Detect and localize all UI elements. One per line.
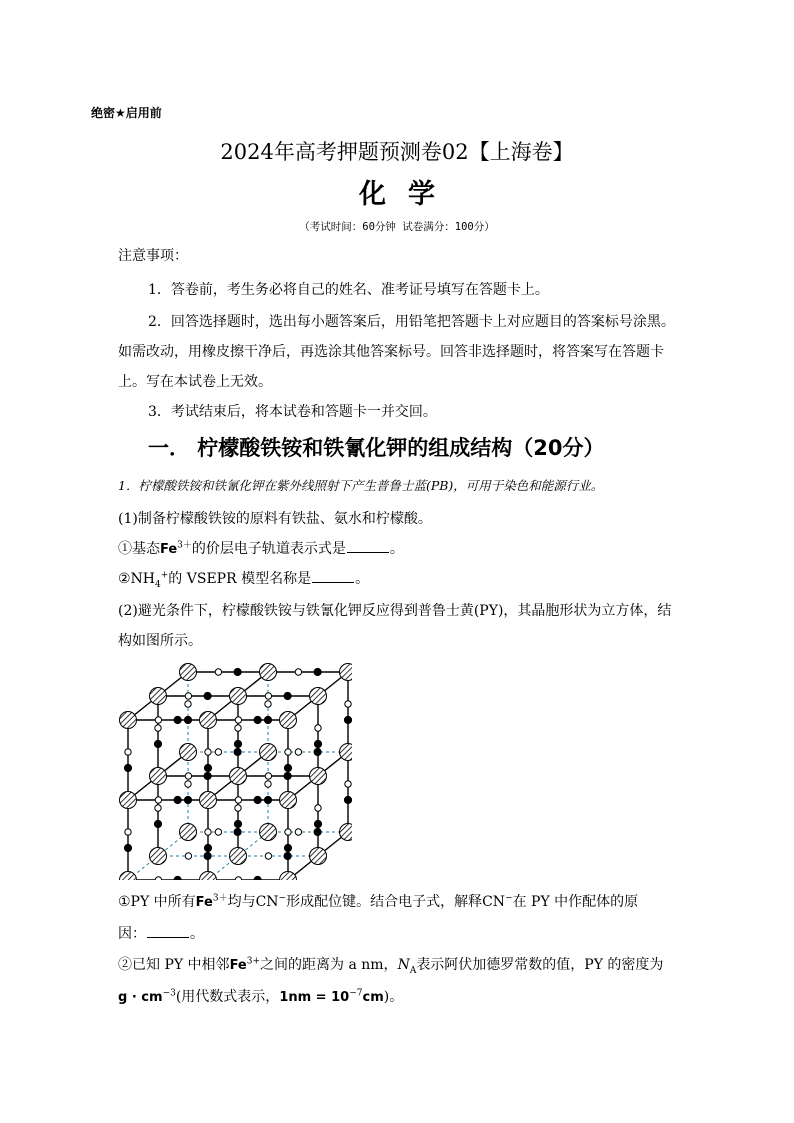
carbon-atom	[284, 692, 291, 699]
iron-atom	[150, 688, 167, 705]
notice-item-1: 1．答卷前，考生务必将自己的姓名、准考证号填写在答题卡上。	[148, 282, 549, 298]
cn-charge-2: −	[505, 893, 513, 904]
nitrogen-atom	[155, 725, 161, 731]
conversion-unit: cm	[362, 990, 384, 1005]
nitrogen-atom	[265, 781, 271, 787]
carbon-atom	[344, 796, 351, 803]
q13-end: 。	[190, 926, 204, 942]
question-1-3-line-2	[118, 920, 204, 949]
avogadro-symbol: N	[397, 957, 410, 973]
conversion-exp: −7	[349, 988, 363, 999]
q14-prefix: ②已知 PY 中相邻	[118, 957, 230, 973]
nitrogen-atom	[205, 829, 211, 835]
carbon-atom	[204, 692, 211, 699]
answer-blank[interactable]	[312, 568, 354, 583]
q14-b-text: (用代数式表示，	[175, 989, 280, 1005]
nitrogen-atom	[185, 701, 191, 707]
nitrogen-atom	[125, 749, 131, 755]
carbon-atom	[284, 844, 291, 851]
q11-suffix: 的价层电子轨道表示式是	[191, 541, 346, 557]
q13-prefix: ①PY 中所有	[118, 894, 196, 910]
nitrogen-atom	[265, 693, 271, 699]
q13-suffix: 在 PY 中作配体的原	[512, 894, 639, 910]
nitrogen-atom	[125, 829, 131, 835]
nitrogen-atom	[235, 717, 241, 723]
q13-b: 因：	[118, 926, 146, 942]
iron-atom	[180, 664, 197, 681]
density-exp: −3	[162, 988, 176, 999]
iron-atom	[180, 824, 197, 841]
carbon-atom	[284, 764, 291, 771]
carbon-atom	[254, 876, 261, 880]
carbon-atom	[284, 772, 291, 779]
question-1-3-line-1	[118, 888, 678, 917]
q13-mid: 均与CN	[227, 894, 279, 910]
question-part-2-line-1: (2)避光条件下，柠檬酸铁铵与铁氰化钾反应得到普鲁士黄(PY)，其晶胞形状为立方体，结	[118, 603, 672, 619]
nitrogen-atom	[285, 829, 291, 835]
nitrogen-atom	[185, 773, 191, 779]
carbon-atom	[264, 716, 271, 723]
carbon-atom	[204, 852, 211, 859]
carbon-atom	[174, 716, 181, 723]
cn-charge: −	[278, 893, 287, 904]
nitrogen-atom	[235, 877, 241, 880]
question-part-2-line-2: 构如图所示。	[118, 633, 202, 649]
carbon-atom	[314, 828, 321, 835]
nitrogen-atom	[265, 773, 271, 779]
iron-atom	[120, 712, 137, 729]
q14-mid: 之间的距离为 a nm，	[260, 957, 398, 973]
iron-atom	[340, 824, 353, 841]
carbon-atom	[344, 716, 351, 723]
iron-atom	[230, 848, 247, 865]
iron-atom	[150, 768, 167, 785]
carbon-atom	[234, 828, 241, 835]
notice-item-2-line-1: 2．回答选择题时，选出每小题答案后，用铅笔把答题卡上对应题目的答案标号涂黑。	[148, 314, 675, 330]
carbon-atom	[254, 796, 261, 803]
exam-meta: （考试时间：60分钟 试卷满分：100分）	[299, 221, 495, 233]
answer-blank[interactable]	[347, 538, 389, 553]
nitrogen-atom	[185, 693, 191, 699]
nitrogen-atom	[235, 797, 241, 803]
fe-charge: 3+	[246, 956, 261, 967]
question-intro: 1．柠檬酸铁铵和铁氰化钾在紫外线照射下产生普鲁士蓝(PB)，可用于染色和能源行业。	[118, 478, 604, 493]
carbon-atom	[174, 796, 181, 803]
nitrogen-atom	[155, 805, 161, 811]
iron-atom	[200, 872, 217, 881]
iron-atom	[280, 712, 297, 729]
carbon-atom	[314, 820, 321, 827]
nitrogen-atom	[215, 749, 221, 755]
nitrogen-atom	[235, 725, 241, 731]
nitrogen-atom	[315, 725, 321, 731]
iron-atom	[340, 744, 353, 761]
notice-item-3: 3．考试结束后，将本试卷和答题卡一并交回。	[148, 404, 437, 420]
iron-atom	[260, 744, 277, 761]
nitrogen-atom	[345, 701, 351, 707]
nitrogen-atom	[295, 749, 301, 755]
carbon-atom	[174, 876, 181, 880]
carbon-atom	[234, 748, 241, 755]
carbon-atom	[314, 668, 321, 675]
iron-atom	[120, 872, 137, 881]
nitrogen-atom	[315, 805, 321, 811]
nitrogen-atom	[155, 797, 161, 803]
fe-ion: Fe	[160, 542, 178, 557]
iron-atom	[310, 688, 327, 705]
q12-prefix: ②NH	[118, 571, 156, 587]
iron-atom	[180, 744, 197, 761]
carbon-atom	[234, 820, 241, 827]
question-part-1: (1)制备柠檬酸铁铵的原料有铁盐、氨水和柠檬酸。	[118, 511, 432, 527]
carbon-atom	[154, 740, 161, 747]
iron-atom	[120, 792, 137, 809]
q11-prefix: ①基态	[118, 541, 160, 557]
question-1-2	[118, 565, 369, 594]
iron-atom	[230, 768, 247, 785]
nitrogen-atom	[155, 717, 161, 723]
carbon-atom	[184, 796, 191, 803]
iron-atom	[280, 792, 297, 809]
question-1-4-line-1	[118, 951, 678, 980]
carbon-atom	[204, 844, 211, 851]
density-unit: g · cm	[118, 990, 163, 1005]
fe-ion: Fe	[229, 958, 247, 973]
fe-charge: 3＋	[177, 540, 192, 551]
iron-atom	[340, 664, 353, 681]
conversion: 1nm = 10	[279, 990, 350, 1005]
iron-atom	[310, 768, 327, 785]
notice-item-2-line-3: 上。写在本试卷上无效。	[118, 374, 272, 390]
q14-end: )。	[383, 989, 404, 1005]
nitrogen-atom	[185, 781, 191, 787]
iron-atom	[200, 792, 217, 809]
carbon-atom	[204, 772, 211, 779]
iron-atom	[260, 664, 277, 681]
carbon-atom	[124, 764, 131, 771]
iron-atom	[310, 848, 327, 865]
iron-atom	[230, 688, 247, 705]
carbon-atom	[284, 852, 291, 859]
subject-title: 化学	[359, 179, 457, 210]
nitrogen-atom	[215, 669, 221, 675]
nitrogen-atom	[285, 749, 291, 755]
answer-blank[interactable]	[147, 923, 189, 938]
nitrogen-atom	[295, 829, 301, 835]
section-heading: 一． 柠檬酸铁铵和铁氰化钾的组成结构（20分）	[148, 436, 605, 460]
nitrogen-atom	[265, 853, 271, 859]
q12-end: 。	[355, 571, 370, 587]
carbon-atom	[264, 796, 271, 803]
nitrogen-atom	[205, 749, 211, 755]
nh4-sup: +	[160, 570, 169, 581]
nitrogen-atom	[215, 829, 221, 835]
iron-atom	[150, 848, 167, 865]
avogadro-sub: A	[409, 965, 417, 976]
confidential-label: 绝密★启用前	[91, 106, 162, 120]
nh4-sub: 4	[155, 579, 161, 590]
fe-ion: Fe	[195, 895, 213, 910]
carbon-atom	[314, 748, 321, 755]
question-1-1	[118, 535, 404, 564]
question-1-4-line-2	[118, 983, 403, 1012]
nitrogen-atom	[265, 701, 271, 707]
iron-atom	[200, 712, 217, 729]
carbon-atom	[154, 820, 161, 827]
carbon-atom	[124, 844, 131, 851]
nitrogen-atom	[235, 805, 241, 811]
nitrogen-atom	[295, 669, 301, 675]
notice-heading: 注意事项：	[118, 248, 188, 264]
carbon-atom	[234, 740, 241, 747]
carbon-atom	[254, 716, 261, 723]
crystal-cell-diagram	[112, 658, 352, 880]
nitrogen-atom	[185, 853, 191, 859]
iron-atom	[260, 824, 277, 841]
exam-title: 2024年高考押题预测卷02【上海卷】	[220, 140, 574, 164]
fe-charge: 3＋	[212, 893, 228, 904]
q14-suffix: 表示阿伏加德罗常数的值，PY 的密度为	[416, 957, 664, 973]
notice-item-2-line-2: 如需改动，用橡皮擦干净后，再选涂其他答案标号。回答非选择题时，将答案写在答题卡	[118, 344, 664, 360]
carbon-atom	[204, 764, 211, 771]
q11-end: 。	[389, 541, 404, 557]
iron-atom	[280, 872, 297, 881]
q13-mid2: 形成配位键。结合电子式，解释CN	[286, 894, 506, 910]
q12-suffix: 的 VSEPR 模型名称是	[168, 571, 312, 587]
nitrogen-atom	[345, 781, 351, 787]
carbon-atom	[234, 668, 241, 675]
nitrogen-atom	[155, 877, 161, 880]
carbon-atom	[314, 740, 321, 747]
carbon-atom	[184, 716, 191, 723]
